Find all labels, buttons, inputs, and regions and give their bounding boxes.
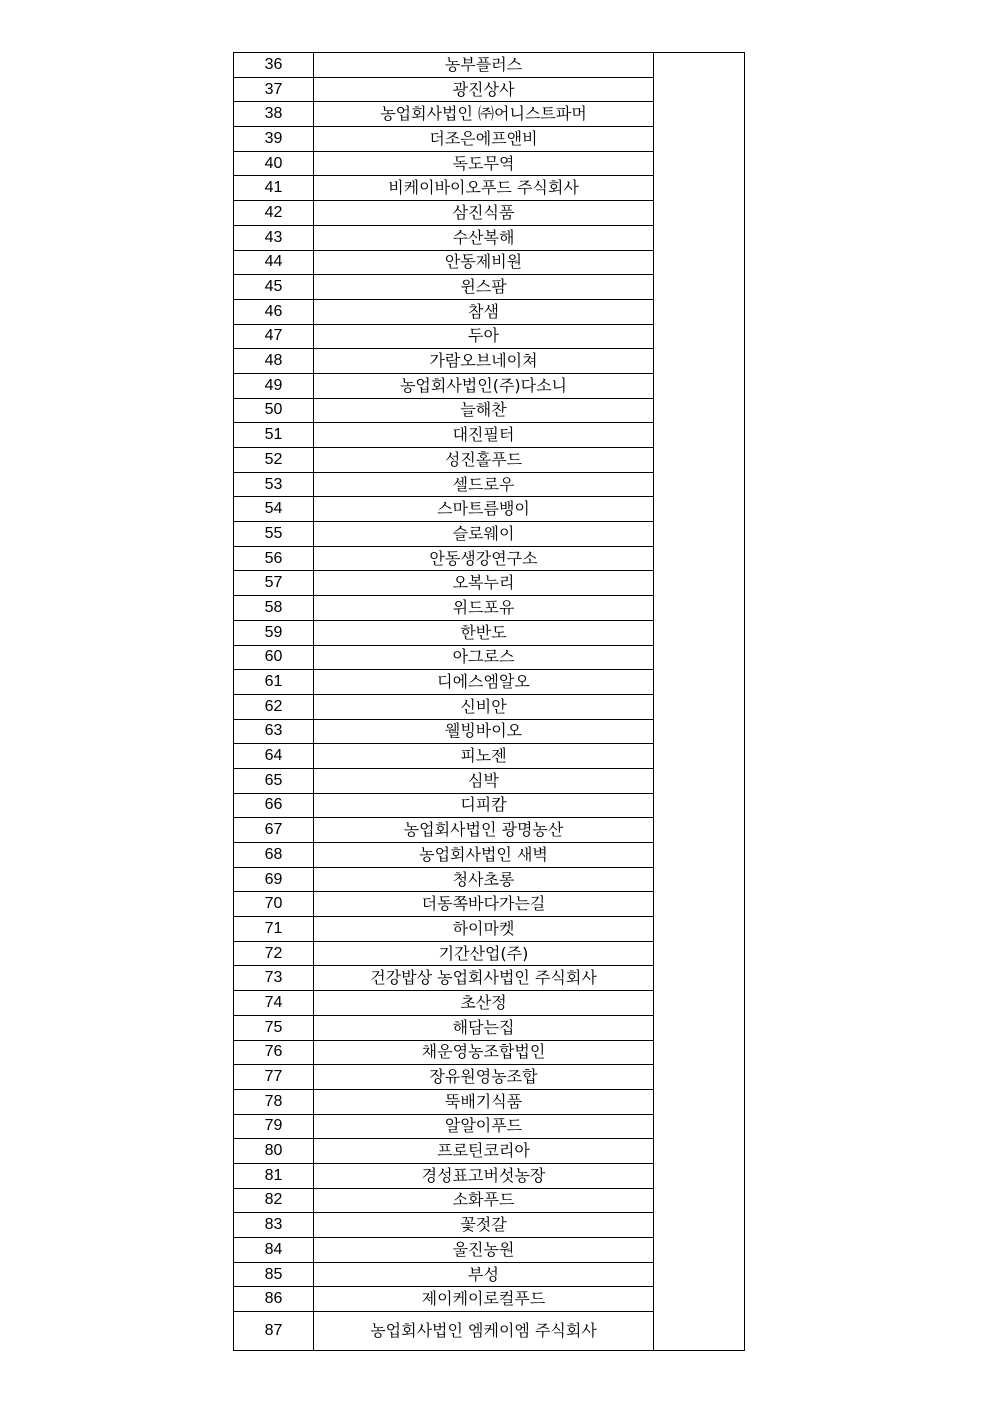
row-number-cell: 82 (234, 1188, 314, 1213)
row-number-cell: 46 (234, 299, 314, 324)
row-number-cell: 44 (234, 250, 314, 275)
row-number-cell: 85 (234, 1262, 314, 1287)
row-number-cell: 61 (234, 670, 314, 695)
empty-note-cell (654, 991, 745, 1016)
empty-note-cell (654, 818, 745, 843)
empty-note-cell (654, 102, 745, 127)
empty-note-cell (654, 744, 745, 769)
row-number-cell: 87 (234, 1312, 314, 1351)
row-number-cell: 43 (234, 225, 314, 250)
company-name-cell: 안동제비원 (314, 250, 654, 275)
empty-note-cell (654, 546, 745, 571)
company-name-cell: 삼진식품 (314, 201, 654, 226)
company-name-cell: 한반도 (314, 620, 654, 645)
empty-note-cell (654, 275, 745, 300)
empty-note-cell (654, 176, 745, 201)
row-number-cell: 50 (234, 398, 314, 423)
company-name-cell: 윈스팜 (314, 275, 654, 300)
company-name-cell: 꽃젓갈 (314, 1213, 654, 1238)
company-name-cell: 성진홀푸드 (314, 448, 654, 473)
empty-note-cell (654, 1015, 745, 1040)
empty-note-cell (654, 1262, 745, 1287)
table-row (234, 275, 745, 300)
company-name-cell: 늘해찬 (314, 398, 654, 423)
empty-note-cell (654, 892, 745, 917)
table-row (234, 917, 745, 942)
table-row (234, 448, 745, 473)
empty-note-cell (654, 1163, 745, 1188)
row-number-cell: 55 (234, 522, 314, 547)
table-row (234, 77, 745, 102)
table-row (234, 991, 745, 1016)
company-name-cell: 농부플러스 (314, 53, 654, 78)
company-name-cell: 참샘 (314, 299, 654, 324)
document-page (233, 52, 744, 1351)
table-row (234, 1287, 745, 1312)
row-number-cell: 51 (234, 423, 314, 448)
row-number-cell: 84 (234, 1238, 314, 1263)
table-row (234, 225, 745, 250)
table-row (234, 941, 745, 966)
company-name-cell: 알알이푸드 (314, 1114, 654, 1139)
table-row (234, 1163, 745, 1188)
table-row (234, 1238, 745, 1263)
empty-note-cell (654, 941, 745, 966)
table-row (234, 793, 745, 818)
table-row (234, 1262, 745, 1287)
company-name-cell: 하이마켓 (314, 917, 654, 942)
company-name-cell: 더동쪽바다가는길 (314, 892, 654, 917)
empty-note-cell (654, 423, 745, 448)
empty-note-cell (654, 694, 745, 719)
empty-note-cell (654, 250, 745, 275)
table-row (234, 1089, 745, 1114)
company-name-cell: 대진필터 (314, 423, 654, 448)
table-row (234, 620, 745, 645)
empty-note-cell (654, 398, 745, 423)
table-row (234, 373, 745, 398)
empty-note-cell (654, 151, 745, 176)
company-name-cell: 소화푸드 (314, 1188, 654, 1213)
table-row (234, 1213, 745, 1238)
company-name-cell: 기간산업(주) (314, 941, 654, 966)
company-name-cell: 웰빙바이오 (314, 719, 654, 744)
company-name-cell: 광진상사 (314, 77, 654, 102)
table-row (234, 423, 745, 448)
empty-note-cell (654, 1188, 745, 1213)
table-row (234, 176, 745, 201)
empty-note-cell (654, 867, 745, 892)
row-number-cell: 75 (234, 1015, 314, 1040)
row-number-cell: 77 (234, 1065, 314, 1090)
company-name-cell: 두아 (314, 324, 654, 349)
empty-note-cell (654, 472, 745, 497)
table-row (234, 250, 745, 275)
company-name-cell: 가람오브네이쳐 (314, 349, 654, 374)
table-row (234, 843, 745, 868)
table-row (234, 349, 745, 374)
table-row (234, 768, 745, 793)
table-row (234, 497, 745, 522)
row-number-cell: 38 (234, 102, 314, 127)
empty-note-cell (654, 1213, 745, 1238)
row-number-cell: 63 (234, 719, 314, 744)
empty-note-cell (654, 670, 745, 695)
empty-note-cell (654, 77, 745, 102)
row-number-cell: 36 (234, 53, 314, 78)
row-number-cell: 41 (234, 176, 314, 201)
table-body (234, 53, 745, 1351)
row-number-cell: 71 (234, 917, 314, 942)
table-row (234, 522, 745, 547)
empty-note-cell (654, 448, 745, 473)
company-name-cell: 장유원영농조합 (314, 1065, 654, 1090)
company-name-cell: 수산복해 (314, 225, 654, 250)
company-name-cell: 더조은에프앤비 (314, 127, 654, 152)
empty-note-cell (654, 768, 745, 793)
table-row (234, 670, 745, 695)
row-number-cell: 45 (234, 275, 314, 300)
table-row (234, 1312, 745, 1351)
row-number-cell: 69 (234, 867, 314, 892)
table-row (234, 645, 745, 670)
empty-note-cell (654, 1287, 745, 1312)
company-name-cell: 농업회사법인 ㈜어니스트파머 (314, 102, 654, 127)
table-row (234, 1188, 745, 1213)
table-row (234, 1040, 745, 1065)
company-name-cell: 농업회사법인 광명농산 (314, 818, 654, 843)
table-row (234, 324, 745, 349)
company-name-cell: 디피캄 (314, 793, 654, 818)
empty-note-cell (654, 349, 745, 374)
company-list-table (233, 52, 745, 1351)
table-row (234, 546, 745, 571)
empty-note-cell (654, 1139, 745, 1164)
row-number-cell: 48 (234, 349, 314, 374)
company-name-cell: 청사초롱 (314, 867, 654, 892)
row-number-cell: 79 (234, 1114, 314, 1139)
row-number-cell: 56 (234, 546, 314, 571)
company-name-cell: 심박 (314, 768, 654, 793)
empty-note-cell (654, 793, 745, 818)
company-name-cell: 건강밥상 농업회사법인 주식회사 (314, 966, 654, 991)
company-name-cell: 스마트름뱅이 (314, 497, 654, 522)
empty-note-cell (654, 620, 745, 645)
table-row (234, 867, 745, 892)
empty-note-cell (654, 571, 745, 596)
empty-note-cell (654, 1312, 745, 1351)
row-number-cell: 49 (234, 373, 314, 398)
company-name-cell: 뚝배기식품 (314, 1089, 654, 1114)
empty-note-cell (654, 1238, 745, 1263)
empty-note-cell (654, 1065, 745, 1090)
row-number-cell: 83 (234, 1213, 314, 1238)
empty-note-cell (654, 966, 745, 991)
company-name-cell: 농업회사법인 새벽 (314, 843, 654, 868)
row-number-cell: 70 (234, 892, 314, 917)
empty-note-cell (654, 645, 745, 670)
table-row (234, 966, 745, 991)
table-row (234, 1114, 745, 1139)
empty-note-cell (654, 201, 745, 226)
table-row (234, 596, 745, 621)
empty-note-cell (654, 373, 745, 398)
company-name-cell: 울진농원 (314, 1238, 654, 1263)
row-number-cell: 67 (234, 818, 314, 843)
company-name-cell: 피노젠 (314, 744, 654, 769)
table-row (234, 719, 745, 744)
company-name-cell: 신비안 (314, 694, 654, 719)
empty-note-cell (654, 843, 745, 868)
table-row (234, 1139, 745, 1164)
row-number-cell: 86 (234, 1287, 314, 1312)
empty-note-cell (654, 596, 745, 621)
company-name-cell: 해담는집 (314, 1015, 654, 1040)
row-number-cell: 59 (234, 620, 314, 645)
table-row (234, 571, 745, 596)
table-row (234, 1015, 745, 1040)
company-name-cell: 프로틴코리아 (314, 1139, 654, 1164)
empty-note-cell (654, 917, 745, 942)
row-number-cell: 39 (234, 127, 314, 152)
empty-note-cell (654, 1114, 745, 1139)
empty-note-cell (654, 225, 745, 250)
row-number-cell: 80 (234, 1139, 314, 1164)
row-number-cell: 57 (234, 571, 314, 596)
table-row (234, 1065, 745, 1090)
empty-note-cell (654, 719, 745, 744)
row-number-cell: 73 (234, 966, 314, 991)
row-number-cell: 58 (234, 596, 314, 621)
company-name-cell: 경성표고버섯농장 (314, 1163, 654, 1188)
company-name-cell: 아그로스 (314, 645, 654, 670)
company-name-cell: 안동생강연구소 (314, 546, 654, 571)
empty-note-cell (654, 1089, 745, 1114)
row-number-cell: 52 (234, 448, 314, 473)
company-name-cell: 셀드로우 (314, 472, 654, 497)
row-number-cell: 62 (234, 694, 314, 719)
row-number-cell: 40 (234, 151, 314, 176)
empty-note-cell (654, 324, 745, 349)
row-number-cell: 76 (234, 1040, 314, 1065)
row-number-cell: 54 (234, 497, 314, 522)
company-name-cell: 농업회사법인 엠케이엠 주식회사 (314, 1312, 654, 1351)
row-number-cell: 37 (234, 77, 314, 102)
empty-note-cell (654, 53, 745, 78)
company-name-cell: 오복누리 (314, 571, 654, 596)
company-name-cell: 디에스엠알오 (314, 670, 654, 695)
table-row (234, 398, 745, 423)
company-name-cell: 위드포유 (314, 596, 654, 621)
table-row (234, 818, 745, 843)
company-name-cell: 채운영농조합법인 (314, 1040, 654, 1065)
row-number-cell: 68 (234, 843, 314, 868)
row-number-cell: 81 (234, 1163, 314, 1188)
table-row (234, 299, 745, 324)
empty-note-cell (654, 127, 745, 152)
row-number-cell: 64 (234, 744, 314, 769)
row-number-cell: 53 (234, 472, 314, 497)
row-number-cell: 72 (234, 941, 314, 966)
company-name-cell: 부성 (314, 1262, 654, 1287)
row-number-cell: 66 (234, 793, 314, 818)
company-name-cell: 제이케이로컬푸드 (314, 1287, 654, 1312)
table-row (234, 892, 745, 917)
table-row (234, 472, 745, 497)
row-number-cell: 74 (234, 991, 314, 1016)
table-row (234, 127, 745, 152)
company-name-cell: 비케이바이오푸드 주식회사 (314, 176, 654, 201)
table-row (234, 201, 745, 226)
company-name-cell: 농업회사법인(주)다소니 (314, 373, 654, 398)
company-name-cell: 초산정 (314, 991, 654, 1016)
company-name-cell: 슬로웨이 (314, 522, 654, 547)
empty-note-cell (654, 1040, 745, 1065)
company-name-cell: 독도무역 (314, 151, 654, 176)
empty-note-cell (654, 497, 745, 522)
empty-note-cell (654, 299, 745, 324)
row-number-cell: 60 (234, 645, 314, 670)
table-row (234, 151, 745, 176)
row-number-cell: 78 (234, 1089, 314, 1114)
table-row (234, 53, 745, 78)
table-row (234, 694, 745, 719)
table-row (234, 102, 745, 127)
table-row (234, 744, 745, 769)
empty-note-cell (654, 522, 745, 547)
row-number-cell: 65 (234, 768, 314, 793)
row-number-cell: 42 (234, 201, 314, 226)
row-number-cell: 47 (234, 324, 314, 349)
